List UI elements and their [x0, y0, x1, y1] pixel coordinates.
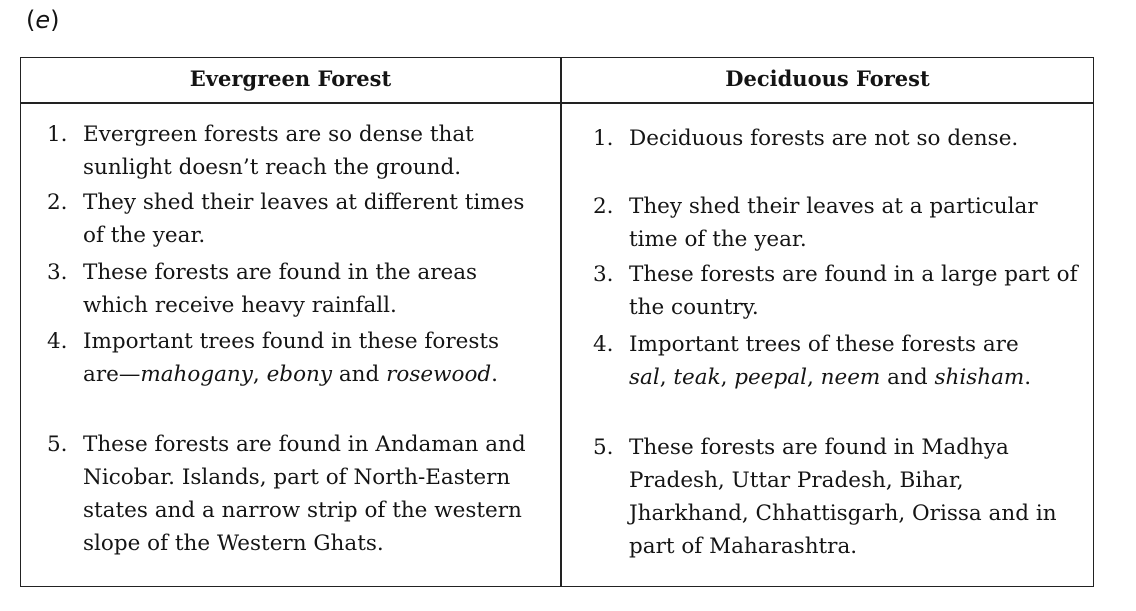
evergreen-item-4 [47, 325, 537, 391]
item-number: 4. [593, 332, 614, 357]
item-text: They shed their leaves at different times of the year. [83, 190, 525, 248]
header-evergreen: Evergreen Forest [189, 66, 392, 91]
tree-name: shisham [934, 365, 1025, 390]
item-text: These forests are found in a large part of the country. [629, 262, 1078, 320]
item-number: 4. [47, 329, 68, 354]
item-text [83, 325, 537, 391]
tree-name: teak [673, 365, 721, 390]
evergreen-item-1 [47, 118, 537, 184]
item-text-part: , [720, 365, 735, 390]
deciduous-item-3 [593, 258, 1089, 324]
item-text: They shed their leaves at a particular time of the year. [629, 194, 1038, 252]
item-text-part: . [1024, 365, 1032, 390]
item-number: 5. [47, 432, 68, 457]
deciduous-item-1 [593, 122, 1089, 155]
tree-name: rosewood [386, 362, 492, 387]
tree-name: peepal [734, 365, 807, 390]
column-divider [560, 58, 562, 586]
item-number: 1. [47, 122, 68, 147]
item-number: 3. [593, 262, 614, 287]
deciduous-item-4 [593, 328, 1089, 394]
label-paren-close: ) [50, 6, 60, 34]
item-text-part: and [880, 365, 935, 390]
item-text-part: . [491, 362, 499, 387]
tree-name: neem [820, 365, 881, 390]
item-text [629, 328, 1089, 394]
item-number: 2. [47, 190, 68, 215]
deciduous-item-5 [593, 431, 1089, 563]
item-number: 2. [593, 194, 614, 219]
label-letter: e [35, 6, 51, 34]
item-text: These forests are found in the areas which receive heavy rainfall. [83, 260, 478, 318]
item-text-part: , [806, 365, 821, 390]
item-number: 3. [47, 260, 68, 285]
comparison-table [20, 57, 1094, 587]
item-text-part: , [659, 365, 674, 390]
header-divider [21, 102, 1093, 104]
header-deciduous: Deciduous Forest [725, 66, 930, 91]
evergreen-item-5 [47, 428, 537, 560]
item-text: These forests are found in Andaman and Nicobar. Islands, part of North-Eastern states and a narrow strip of the western slope of the Western Ghats. [83, 432, 526, 556]
tree-name: ebony [266, 362, 333, 387]
item-text: These forests are found in Madhya Pradesh, Uttar Pradesh, Bihar, Jharkhand, Chhattisgarh, Orissa and in part of Maharashtra. [629, 435, 1057, 559]
deciduous-item-2 [593, 190, 1089, 256]
question-label [26, 6, 60, 34]
item-number: 5. [593, 435, 614, 460]
label-paren-open: ( [26, 6, 36, 34]
tree-name: mahogany [140, 362, 253, 387]
item-text-part: and [332, 362, 387, 387]
tree-name: sal [629, 365, 660, 390]
item-text: Deciduous forests are not so dense. [629, 126, 1019, 151]
item-text-part: Important trees of these forests are [629, 332, 1019, 357]
item-number: 1. [593, 126, 614, 151]
item-text: Evergreen forests are so dense that sunlight doesn’t reach the ground. [83, 122, 474, 180]
item-text-part: , [252, 362, 267, 387]
evergreen-item-2 [47, 186, 537, 252]
evergreen-item-3 [47, 256, 537, 322]
item-text-part: Important trees found in these forests are— [83, 329, 500, 387]
